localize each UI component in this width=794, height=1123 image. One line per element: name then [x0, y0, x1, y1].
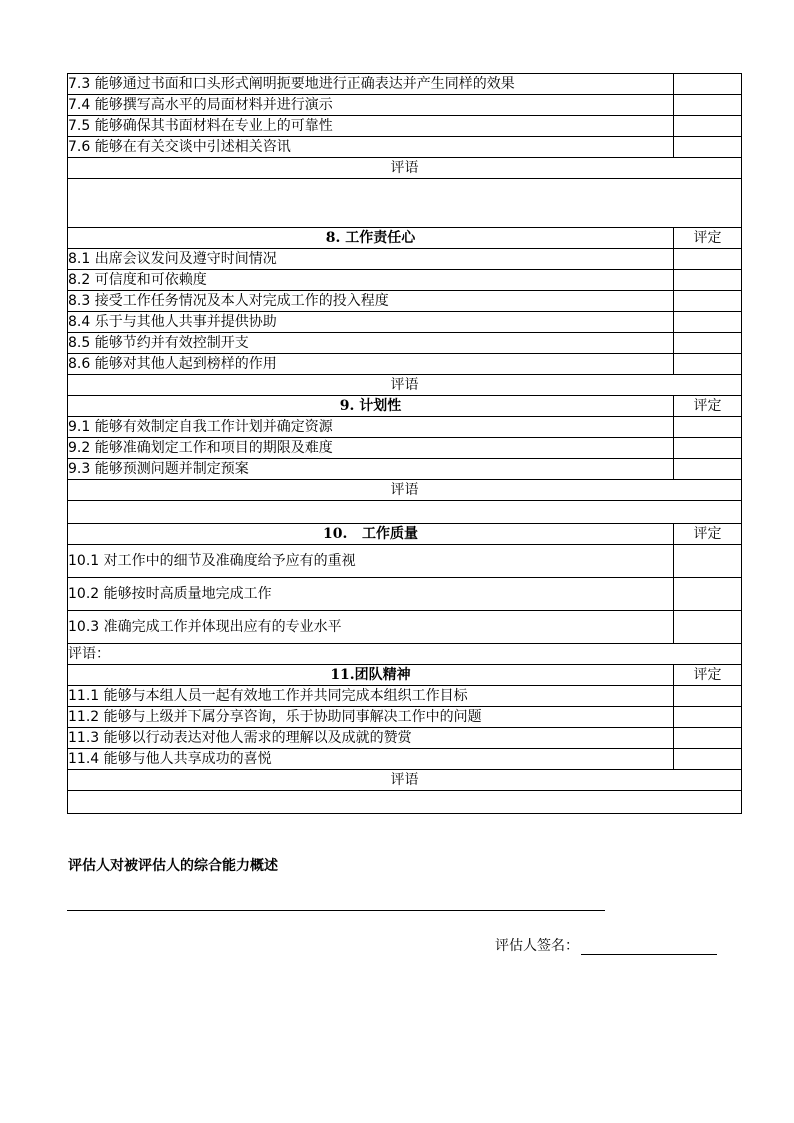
rating-cell-8-2[interactable]: [674, 270, 742, 291]
rating-cell-11-3[interactable]: [674, 728, 742, 749]
table-row: [68, 249, 742, 270]
table-row: [68, 501, 742, 524]
table-row: [68, 728, 742, 749]
comment-field-9[interactable]: [68, 501, 742, 524]
rating-cell-10-2[interactable]: [674, 578, 742, 611]
rating-cell-11-2[interactable]: [674, 707, 742, 728]
rating-cell-8-1[interactable]: [674, 249, 742, 270]
section-title-8: 8. 工作责任心: [68, 228, 674, 249]
rating-cell-8-3[interactable]: [674, 291, 742, 312]
item-9-3: 9.3 能够预测问题并制定预案: [68, 459, 674, 480]
table-row: [68, 749, 742, 770]
rating-header-10: 评定: [674, 524, 742, 545]
rating-cell-11-1[interactable]: [674, 686, 742, 707]
comment-label-8: 评语: [68, 375, 742, 396]
rating-cell-10-1[interactable]: [674, 545, 742, 578]
summary-input-line[interactable]: [67, 910, 605, 911]
section-title-11: 11.团队精神: [68, 665, 674, 686]
section-title-10: 10. 工作质量: [68, 524, 674, 545]
section-header-row: [68, 396, 742, 417]
item-8-3: 8.3 接受工作任务情况及本人对完成工作的投入程度: [68, 291, 674, 312]
table-row: [68, 375, 742, 396]
item-7-4: 7.4 能够撰写高水平的局面材料并进行演示: [68, 95, 674, 116]
item-8-1: 8.1 出席会议发问及遵守时间情况: [68, 249, 674, 270]
item-7-5: 7.5 能够确保其书面材料在专业上的可靠性: [68, 116, 674, 137]
rating-header-9: 评定: [674, 396, 742, 417]
comment-label-10: 评语：: [68, 644, 742, 665]
rating-cell-8-5[interactable]: [674, 333, 742, 354]
item-8-5: 8.5 能够节约并有效控制开支: [68, 333, 674, 354]
item-8-6: 8.6 能够对其他人起到榜样的作用: [68, 354, 674, 375]
table-row: [68, 312, 742, 333]
rating-header-11: 评定: [674, 665, 742, 686]
table-row: [68, 417, 742, 438]
item-11-4: 11.4 能够与他人共享成功的喜悦: [68, 749, 674, 770]
table-row: [68, 179, 742, 228]
rating-cell-7-6[interactable]: [674, 137, 742, 158]
table-row: [68, 545, 742, 578]
table-row: [68, 611, 742, 644]
rating-cell-7-3[interactable]: [674, 74, 742, 95]
comment-field-11[interactable]: [68, 791, 742, 814]
table-row: [68, 459, 742, 480]
comment-label-11: 评语: [68, 770, 742, 791]
item-11-3: 11.3 能够以行动表达对他人需求的理解以及成就的赞赏: [68, 728, 674, 749]
section-title-9: 9. 计划性: [68, 396, 674, 417]
comment-label-7: 评语: [68, 158, 742, 179]
rating-cell-10-3[interactable]: [674, 611, 742, 644]
rating-header-8: 评定: [674, 228, 742, 249]
table-row: [68, 333, 742, 354]
table-row: [68, 480, 742, 501]
item-11-1: 11.1 能够与本组人员一起有效地工作并共同完成本组织工作目标: [68, 686, 674, 707]
section-header-row: [68, 665, 742, 686]
item-10-1: 10.1 对工作中的细节及准确度给予应有的重视: [68, 545, 674, 578]
table-row: [68, 770, 742, 791]
table-row: [68, 354, 742, 375]
rating-cell-8-6[interactable]: [674, 354, 742, 375]
rating-cell-11-4[interactable]: [674, 749, 742, 770]
section-header-row: [68, 228, 742, 249]
rating-cell-7-4[interactable]: [674, 95, 742, 116]
summary-title: 评估人对被评估人的综合能力概述: [68, 858, 278, 874]
table-row: [68, 707, 742, 728]
signature-label: 评估人签名：: [495, 938, 579, 954]
rating-cell-7-5[interactable]: [674, 116, 742, 137]
table-row: [68, 116, 742, 137]
item-8-4: 8.4 乐于与其他人共事并提供协助: [68, 312, 674, 333]
table-row: [68, 74, 742, 95]
item-7-6: 7.6 能够在有关交谈中引述相关咨讯: [68, 137, 674, 158]
rating-cell-9-1[interactable]: [674, 417, 742, 438]
table-row: [68, 291, 742, 312]
comment-field-7[interactable]: [68, 179, 742, 228]
signature-input-line[interactable]: [581, 940, 717, 955]
table-row: [68, 578, 742, 611]
item-9-1: 9.1 能够有效制定自我工作计划并确定资源: [68, 417, 674, 438]
table-row: [68, 158, 742, 179]
table-row: [68, 95, 742, 116]
table-row: [68, 270, 742, 291]
comment-label-9: 评语: [68, 480, 742, 501]
item-7-3: 7.3 能够通过书面和口头形式阐明扼要地进行正确表达并产生同样的效果: [68, 74, 674, 95]
item-10-2: 10.2 能够按时高质量地完成工作: [68, 578, 674, 611]
rating-cell-8-4[interactable]: [674, 312, 742, 333]
rating-cell-9-3[interactable]: [674, 459, 742, 480]
rating-cell-9-2[interactable]: [674, 438, 742, 459]
item-10-3: 10.3 准确完成工作并体现出应有的专业水平: [68, 611, 674, 644]
item-9-2: 9.2 能够准确划定工作和项目的期限及难度: [68, 438, 674, 459]
table-row: [68, 791, 742, 814]
table-row: [68, 686, 742, 707]
table-row: [68, 438, 742, 459]
table-row: [68, 137, 742, 158]
item-8-2: 8.2 可信度和可依赖度: [68, 270, 674, 291]
table-row: [68, 644, 742, 665]
section-header-row: [68, 524, 742, 545]
signature-block: [495, 935, 717, 955]
evaluation-form-table: [67, 73, 742, 814]
item-11-2: 11.2 能够与上级并下属分享咨询，乐于协助同事解决工作中的问题: [68, 707, 674, 728]
